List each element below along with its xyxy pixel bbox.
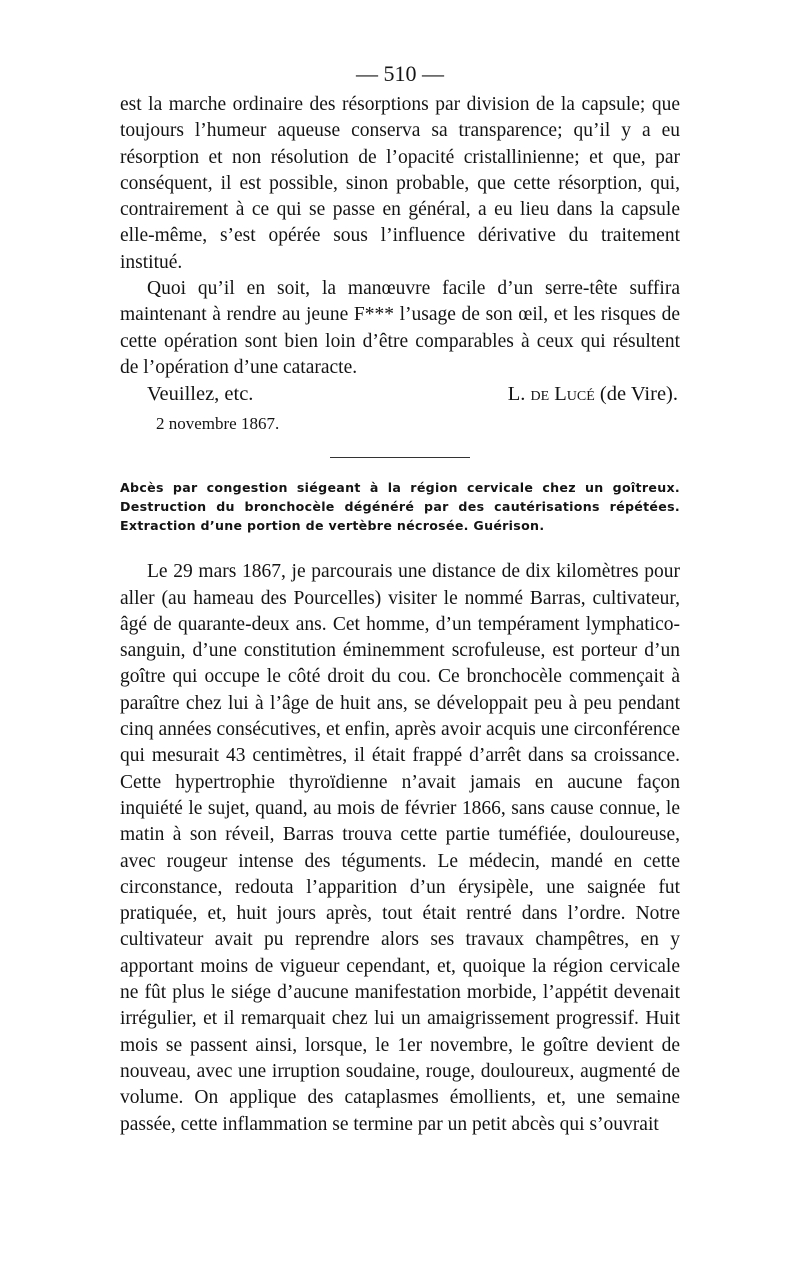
spacer	[120, 535, 680, 559]
author-particle: de	[530, 383, 550, 406]
author-place: (de Vire).	[599, 383, 678, 406]
section-heading: Abcès par congestion siégeant à la région cervicale chez un goîtreux. Destruction du bronchocèle dégénéré par des cautérisations répétées. Extraction d’une portion de vertèbre nécrosée. Guérison.	[120, 480, 680, 534]
paragraph-1: est la marche ordinaire des résorptions par division de la capsule; que toujours l’humeur aqueuse conserva sa transparence; qu’il y a eu résorption et non résolution de l’opacité cristallinienne; et que, par conséquent, il est possible, sinon probable, que cette résorption, qui, contrairement à ce qui se passe en général, a eu lieu dans la capsule elle-même, s’est opérée sous l’influence dérivative du traitement institué.	[120, 94, 680, 273]
letter-date: 2 novembre 1867.	[156, 414, 280, 434]
paragraph-3: Le 29 mars 1867, je parcourais une distance de dix kilomètres pour aller (au hameau des Pourcelles) visiter le nommé Barras, cultivateur, âgé de quarante-deux ans. Cet homme, d’un tempérament lymphatico-sanguin, d’une constitution éminemment scrofuleuse, est porteur d’un goître qui occupe le côté droit du cou. Ce bronchocèle commençait à paraître chez lui à l’âge de huit ans, se développait peu à peu pendant cinq années consécutives, et enfin, après avoir acquis une circonférence qui mesurait 43 centimètres, il était frappé d’arrêt dans sa croissance. Cette hypertrophie thyroïdienne n’avait jamais en aucune façon inquiété le sujet, quand, au mois de février 1866, sans cause connue, le matin à son réveil, Barras trouva cette partie tuméfiée, douloureuse, avec rougeur intense des téguments. Le médecin, mandé en cette circonstance, redouta l’apparition d’un érysipèle, une saignée fut pratiquée, et, huit jours après, tout était rentré dans l’ordre. Notre cultivateur avait pu reprendre alors ses travaux champêtres, en y apportant moins de vigueur cependant, et, quoique la région cervicale ne fût plus le siége d’aucune manifestation morbide, l’appétit devenait irrégulier, et il remarquait chez lui un amaigrissement progressif. Huit mois se passent ainsi, lorsque, le 1er novembre, le goître devient de nouveau, avec une irruption soudaine, rouge, douloureux, augmenté de volume. On applique des cataplasmes émollients, et, une semaine passée, cette inflammation se termine par un petit abcès qui s’ouvrait	[120, 561, 680, 1135]
signature-closing: Veuillez, etc.	[147, 383, 254, 406]
author-name: Lucé	[554, 383, 595, 406]
book-page	[120, 58, 680, 1138]
section-divider	[330, 457, 470, 458]
signature-line	[120, 381, 680, 409]
page-number: — 510 —	[356, 61, 444, 86]
paragraph-2: Quoi qu’il en soit, la manœuvre facile d’un serre-tête suffira maintenant à rendre au jeune F*** l’usage de son œil, et les risques de cette opération sont bien loin d’être comparables à ceux qui résultent de l’opération d’une cataracte.	[120, 278, 680, 378]
signature-author	[508, 381, 680, 409]
author-initial: L.	[507, 383, 526, 406]
